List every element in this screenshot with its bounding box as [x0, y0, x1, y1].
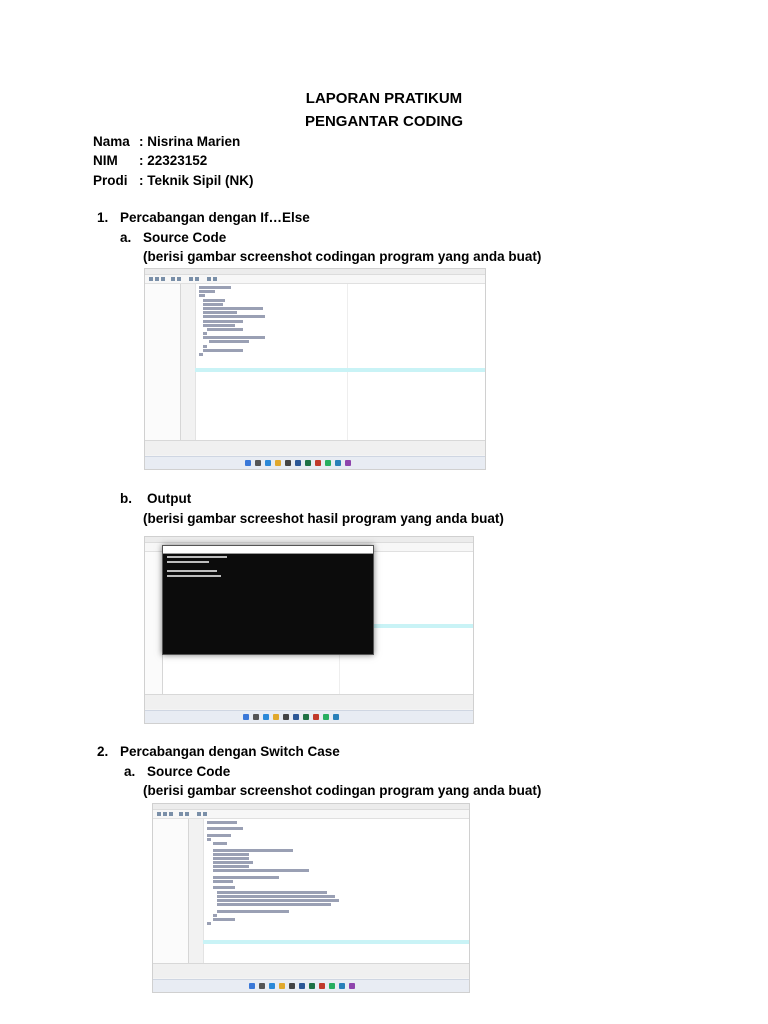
- ide-editor: [181, 284, 485, 441]
- section1a-note: (berisi gambar screenshot codingan program yang anda buat): [143, 249, 542, 264]
- nama-label: Nama: [93, 134, 130, 149]
- ide-compiler-panel: [145, 440, 485, 455]
- report-title-line2: PENGANTAR CODING: [304, 113, 464, 130]
- section1b-letter: b.: [120, 491, 132, 506]
- console-window: [162, 545, 374, 655]
- nim-value: : 22323152: [139, 153, 208, 168]
- ide-editor: [189, 819, 469, 964]
- screenshot-switch-source: [152, 803, 470, 993]
- section1b-note: (berisi gambar screeshot hasil program yang anda buat): [143, 511, 504, 526]
- section1a-heading: Source Code: [143, 230, 227, 245]
- nim-label: NIM: [93, 153, 118, 168]
- windows-taskbar: [145, 710, 473, 723]
- ide-toolbar: [153, 810, 469, 819]
- screenshot-ifelse-source: [144, 268, 486, 470]
- ide-project-sidebar: [145, 552, 163, 695]
- screenshot-ifelse-output: [144, 536, 474, 724]
- ide-compiler-panel: [153, 963, 469, 978]
- nama-value: : Nisrina Marien: [139, 134, 241, 149]
- prodi-value: : Teknik Sipil (NK): [139, 173, 254, 188]
- section2a-note: (berisi gambar screenshot codingan program yang anda buat): [143, 783, 542, 798]
- windows-taskbar: [145, 456, 485, 469]
- ide-toolbar: [145, 275, 485, 284]
- section2-heading: Percabangan dengan Switch Case: [120, 744, 340, 759]
- ide-compiler-panel: [145, 694, 473, 709]
- section1a-letter: a.: [120, 230, 132, 245]
- ide-project-sidebar: [145, 284, 181, 441]
- section1-heading: Percabangan dengan If…Else: [120, 210, 310, 225]
- report-title-line1: LAPORAN PRATIKUM: [305, 90, 463, 107]
- section1-number: 1.: [97, 210, 109, 225]
- ide-project-sidebar: [153, 819, 189, 964]
- section2a-heading: Source Code: [147, 764, 231, 779]
- prodi-label: Prodi: [93, 173, 128, 188]
- section2a-letter: a.: [124, 764, 136, 779]
- windows-taskbar: [153, 979, 469, 992]
- section1b-heading: Output: [147, 491, 192, 506]
- section2-number: 2.: [97, 744, 109, 759]
